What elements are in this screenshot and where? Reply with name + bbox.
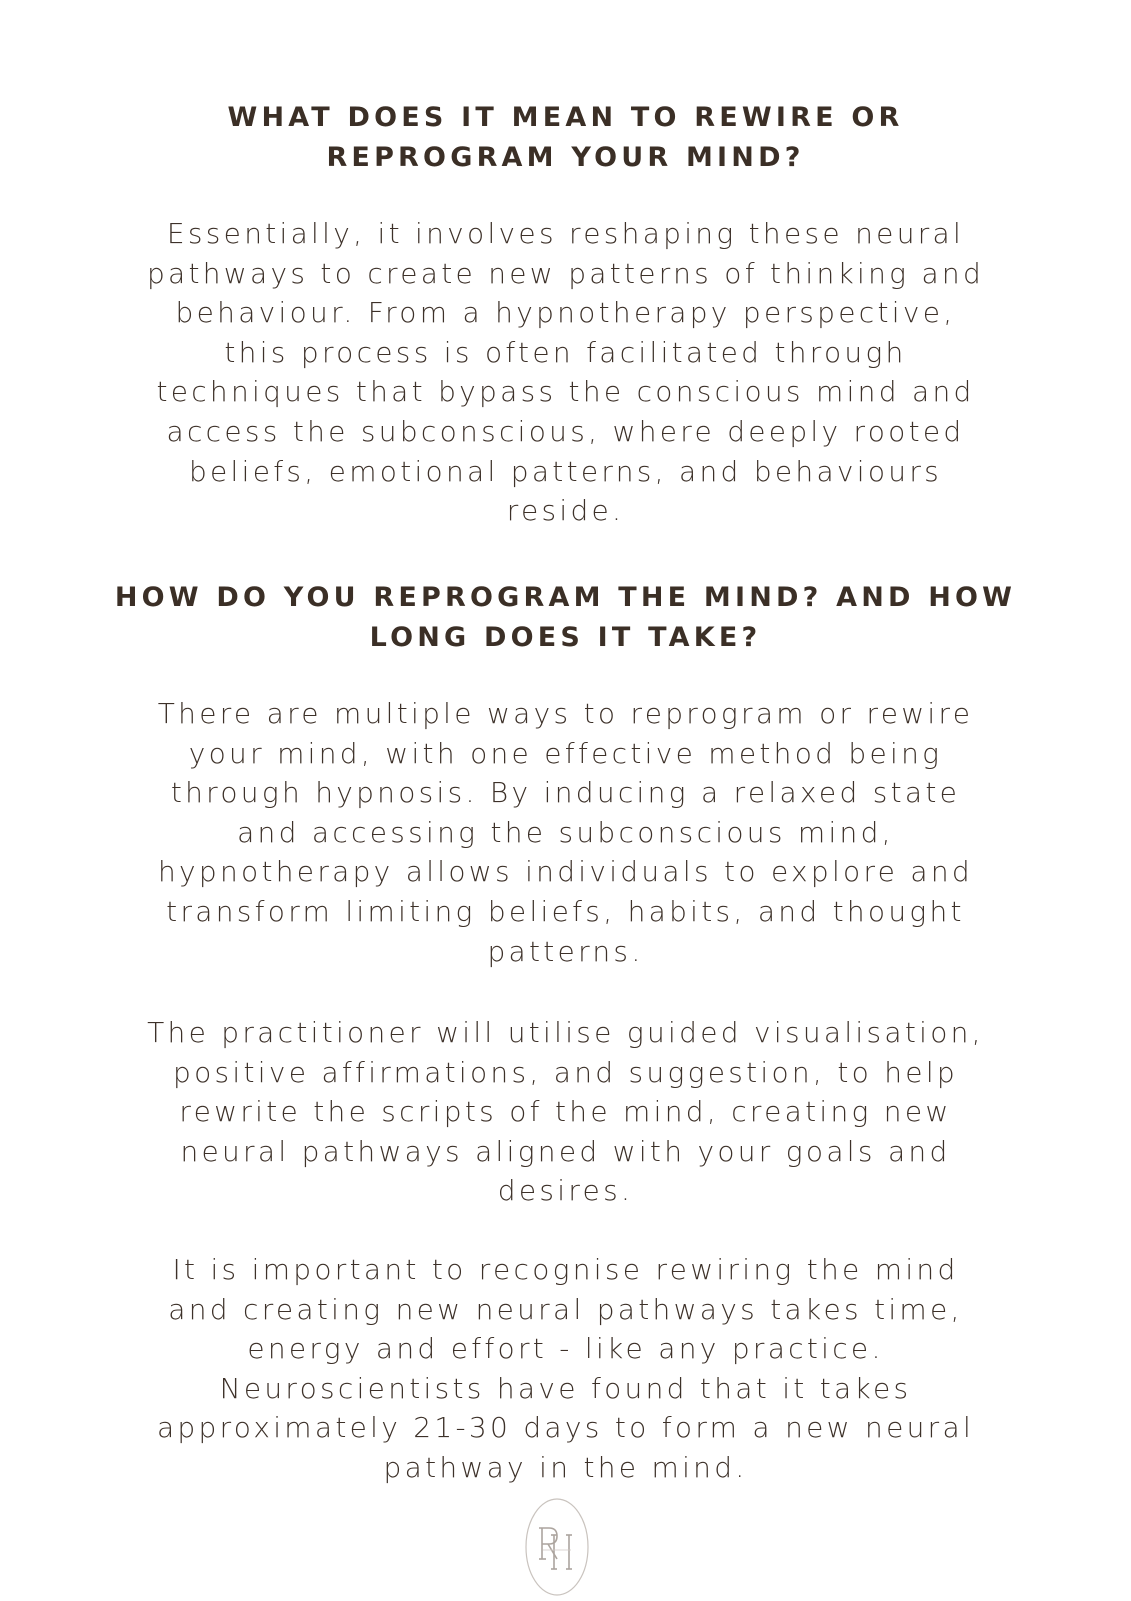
text-line: rewrite the scripts of the mind, creating new	[179, 1095, 952, 1129]
text-line: reside.	[506, 494, 625, 528]
text-line: and accessing the subconscious mind,	[237, 815, 894, 849]
text-line: approximately 21-30 days to form a new neural	[156, 1411, 975, 1445]
paragraph-hypnosis-method	[0, 694, 1131, 971]
text-line: through hypnosis. By inducing a relaxed state	[170, 776, 961, 810]
text-line: this process is often facilitated through	[224, 335, 907, 369]
text-line: Neuroscientists have found that it takes	[219, 1371, 912, 1405]
heading-line: WHAT DOES IT MEAN TO REWIRE OR	[227, 102, 904, 133]
section-heading-how-long	[0, 578, 1131, 658]
paragraph-practitioner	[0, 1013, 1131, 1211]
text-line: techniques that bypass the conscious mind and	[156, 375, 975, 409]
heading-line: REPROGRAM YOUR MIND?	[326, 142, 805, 173]
text-line: The practitioner will utilise guided visualisation,	[147, 1016, 984, 1049]
text-line: Essentially, it involves reshaping these neural	[166, 217, 965, 250]
heading-line: HOW DO YOU REPROGRAM THE MIND? AND HOW	[114, 582, 1017, 613]
text-line: your mind, with one effective method being	[188, 736, 943, 770]
text-line: access the subconscious, where deeply rooted	[166, 414, 965, 448]
heading-line: LONG DOES IT TAKE?	[369, 622, 762, 653]
section-heading-rewire	[0, 98, 1131, 178]
text-line: transform limiting beliefs, habits, and thought	[166, 894, 965, 928]
text-line: neural pathways aligned with your goals and	[180, 1134, 951, 1168]
text-line: pathways to create new patterns of thinking and	[146, 256, 985, 290]
text-line: It is important to recognise rewiring the mind	[172, 1253, 959, 1286]
text-line: energy and effort - like any practice.	[247, 1332, 884, 1366]
text-line: positive affirmations, and suggestion, to help	[173, 1055, 958, 1089]
text-line: behaviour. From a hypnotherapy perspective,	[175, 296, 956, 330]
rh-monogram-oval-logo-icon	[525, 1497, 589, 1597]
text-line: beliefs, emotional patterns, and behaviours	[188, 454, 943, 488]
text-line: and creating new neural pathways takes time,	[168, 1292, 963, 1326]
text-line: patterns.	[487, 934, 644, 968]
text-line: There are multiple ways to reprogram or rewire	[157, 697, 974, 730]
paragraph-time-effort	[0, 1250, 1131, 1488]
text-line: pathway in the mind.	[383, 1450, 748, 1484]
text-line: hypnotherapy allows individuals to explore and	[158, 855, 973, 889]
paragraph-rewire-definition	[0, 214, 1131, 531]
text-line: desires.	[497, 1174, 634, 1208]
